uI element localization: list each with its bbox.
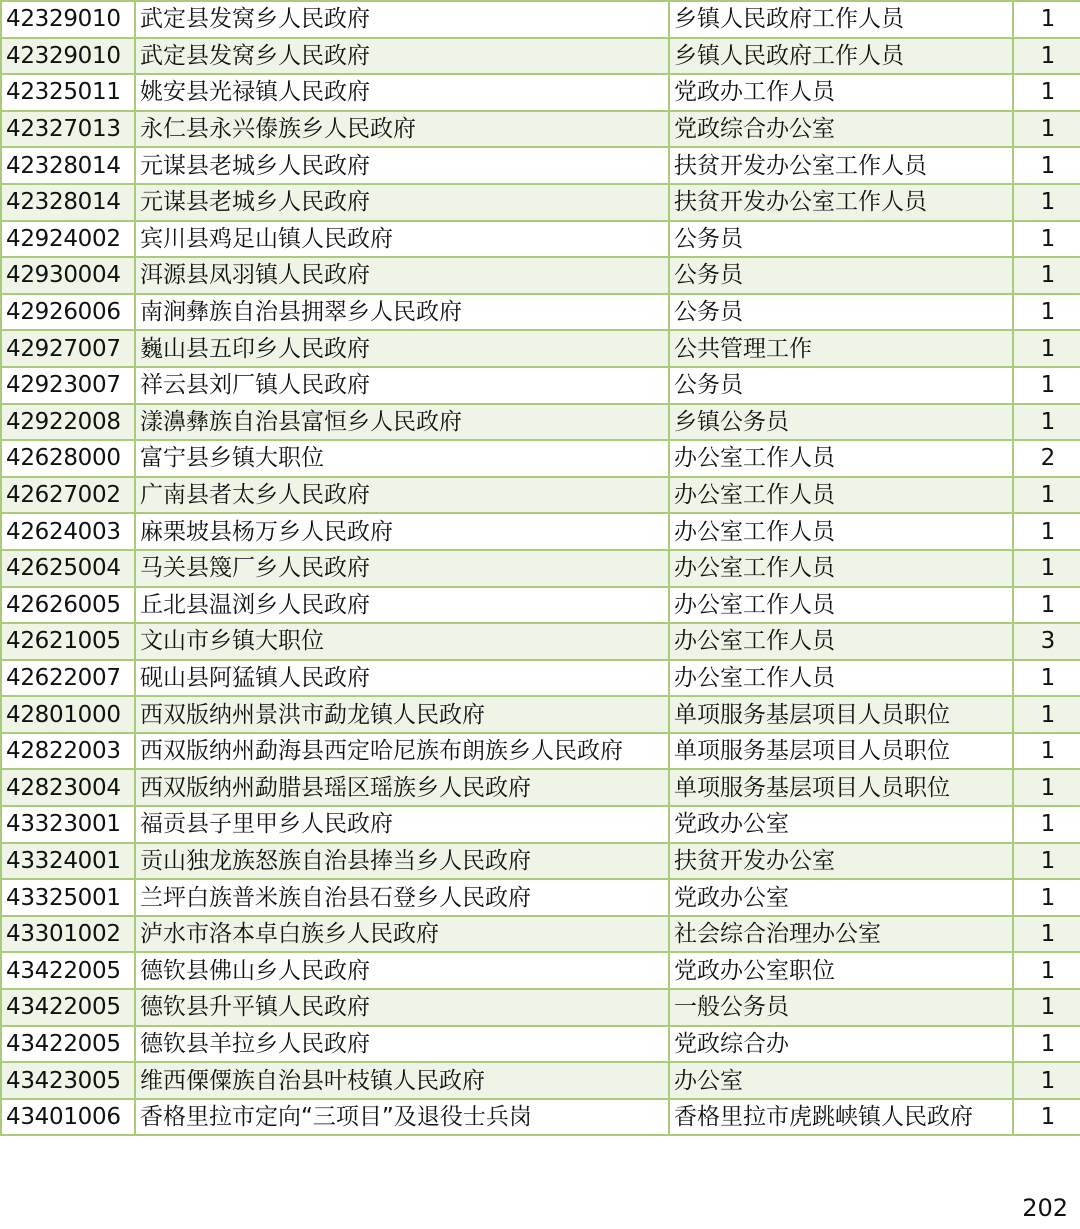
hire-count-cell: 1 bbox=[1013, 879, 1080, 916]
hire-count-cell: 1 bbox=[1013, 1099, 1080, 1136]
position-code-cell: 42621005 bbox=[1, 623, 135, 660]
position-name-cell: 香格里拉市虎跳峡镇人民政府 bbox=[669, 1099, 1013, 1136]
position-code-cell: 42823004 bbox=[1, 769, 135, 806]
unit-name-cell: 南涧彝族自治县拥翠乡人民政府 bbox=[135, 294, 669, 331]
unit-name-cell: 德钦县升平镇人民政府 bbox=[135, 989, 669, 1026]
position-name-cell: 办公室工作人员 bbox=[669, 477, 1013, 514]
table-row bbox=[1, 367, 1080, 404]
table-row bbox=[1, 733, 1080, 770]
hire-count-cell: 1 bbox=[1013, 74, 1080, 111]
hire-count-cell: 1 bbox=[1013, 587, 1080, 624]
table-row bbox=[1, 1062, 1080, 1099]
position-code-cell: 43422005 bbox=[1, 989, 135, 1026]
hire-count-cell: 1 bbox=[1013, 404, 1080, 441]
unit-name-cell: 福贡县子里甲乡人民政府 bbox=[135, 806, 669, 843]
unit-name-cell: 漾濞彝族自治县富恒乡人民政府 bbox=[135, 404, 669, 441]
table-row bbox=[1, 440, 1080, 477]
table-row bbox=[1, 184, 1080, 221]
position-name-cell: 党政办工作人员 bbox=[669, 74, 1013, 111]
position-name-cell: 乡镇公务员 bbox=[669, 404, 1013, 441]
table-row bbox=[1, 147, 1080, 184]
positions-table-body bbox=[1, 1, 1080, 1135]
position-name-cell: 单项服务基层项目人员职位 bbox=[669, 696, 1013, 733]
page-number: 202 bbox=[1022, 1194, 1068, 1222]
unit-name-cell: 武定县发窝乡人民政府 bbox=[135, 38, 669, 75]
position-name-cell: 乡镇人民政府工作人员 bbox=[669, 1, 1013, 38]
position-code-cell: 42625004 bbox=[1, 550, 135, 587]
position-code-cell: 42328014 bbox=[1, 184, 135, 221]
hire-count-cell: 1 bbox=[1013, 806, 1080, 843]
hire-count-cell: 1 bbox=[1013, 221, 1080, 258]
position-name-cell: 公务员 bbox=[669, 367, 1013, 404]
position-code-cell: 43301002 bbox=[1, 916, 135, 953]
table-row bbox=[1, 74, 1080, 111]
position-code-cell: 42922008 bbox=[1, 404, 135, 441]
position-code-cell: 42325011 bbox=[1, 74, 135, 111]
position-code-cell: 43423005 bbox=[1, 1062, 135, 1099]
position-name-cell: 乡镇人民政府工作人员 bbox=[669, 38, 1013, 75]
position-code-cell: 42328014 bbox=[1, 147, 135, 184]
table-row bbox=[1, 806, 1080, 843]
hire-count-cell: 1 bbox=[1013, 550, 1080, 587]
table-row bbox=[1, 879, 1080, 916]
table-row bbox=[1, 989, 1080, 1026]
table-row bbox=[1, 843, 1080, 880]
unit-name-cell: 贡山独龙族怒族自治县捧当乡人民政府 bbox=[135, 843, 669, 880]
table-row bbox=[1, 1026, 1080, 1063]
table-row bbox=[1, 916, 1080, 953]
table-row bbox=[1, 513, 1080, 550]
table-row bbox=[1, 696, 1080, 733]
unit-name-cell: 德钦县羊拉乡人民政府 bbox=[135, 1026, 669, 1063]
position-code-cell: 43422005 bbox=[1, 952, 135, 989]
hire-count-cell: 1 bbox=[1013, 294, 1080, 331]
position-name-cell: 党政办公室 bbox=[669, 879, 1013, 916]
position-name-cell: 扶贫开发办公室工作人员 bbox=[669, 184, 1013, 221]
position-code-cell: 42622007 bbox=[1, 660, 135, 697]
position-name-cell: 公共管理工作 bbox=[669, 330, 1013, 367]
position-code-cell: 43324001 bbox=[1, 843, 135, 880]
unit-name-cell: 宾川县鸡足山镇人民政府 bbox=[135, 221, 669, 258]
hire-count-cell: 1 bbox=[1013, 477, 1080, 514]
position-name-cell: 党政办公室职位 bbox=[669, 952, 1013, 989]
position-code-cell: 42926006 bbox=[1, 294, 135, 331]
hire-count-cell: 1 bbox=[1013, 367, 1080, 404]
hire-count-cell: 1 bbox=[1013, 38, 1080, 75]
unit-name-cell: 砚山县阿猛镇人民政府 bbox=[135, 660, 669, 697]
position-name-cell: 单项服务基层项目人员职位 bbox=[669, 769, 1013, 806]
unit-name-cell: 德钦县佛山乡人民政府 bbox=[135, 952, 669, 989]
position-name-cell: 办公室工作人员 bbox=[669, 623, 1013, 660]
position-code-cell: 42822003 bbox=[1, 733, 135, 770]
position-name-cell: 办公室工作人员 bbox=[669, 550, 1013, 587]
hire-count-cell: 1 bbox=[1013, 184, 1080, 221]
position-code-cell: 42626005 bbox=[1, 587, 135, 624]
position-code-cell: 42627002 bbox=[1, 477, 135, 514]
table-row bbox=[1, 952, 1080, 989]
position-name-cell: 党政综合办 bbox=[669, 1026, 1013, 1063]
unit-name-cell: 元谋县老城乡人民政府 bbox=[135, 147, 669, 184]
unit-name-cell: 广南县者太乡人民政府 bbox=[135, 477, 669, 514]
position-name-cell: 一般公务员 bbox=[669, 989, 1013, 1026]
hire-count-cell: 3 bbox=[1013, 623, 1080, 660]
position-name-cell: 党政综合办公室 bbox=[669, 111, 1013, 148]
position-code-cell: 42923007 bbox=[1, 367, 135, 404]
unit-name-cell: 姚安县光禄镇人民政府 bbox=[135, 74, 669, 111]
position-name-cell: 单项服务基层项目人员职位 bbox=[669, 733, 1013, 770]
position-code-cell: 42930004 bbox=[1, 257, 135, 294]
hire-count-cell: 1 bbox=[1013, 733, 1080, 770]
table-row bbox=[1, 623, 1080, 660]
position-name-cell: 公务员 bbox=[669, 294, 1013, 331]
position-code-cell: 42801000 bbox=[1, 696, 135, 733]
hire-count-cell: 1 bbox=[1013, 257, 1080, 294]
table-row bbox=[1, 111, 1080, 148]
hire-count-cell: 2 bbox=[1013, 440, 1080, 477]
table-row bbox=[1, 477, 1080, 514]
position-code-cell: 42327013 bbox=[1, 111, 135, 148]
table-row bbox=[1, 550, 1080, 587]
table-row bbox=[1, 660, 1080, 697]
unit-name-cell: 永仁县永兴傣族乡人民政府 bbox=[135, 111, 669, 148]
position-name-cell: 办公室 bbox=[669, 1062, 1013, 1099]
hire-count-cell: 1 bbox=[1013, 1026, 1080, 1063]
position-code-cell: 42924002 bbox=[1, 221, 135, 258]
hire-count-cell: 1 bbox=[1013, 952, 1080, 989]
hire-count-cell: 1 bbox=[1013, 660, 1080, 697]
hire-count-cell: 1 bbox=[1013, 147, 1080, 184]
unit-name-cell: 西双版纳州勐腊县瑶区瑶族乡人民政府 bbox=[135, 769, 669, 806]
unit-name-cell: 巍山县五印乡人民政府 bbox=[135, 330, 669, 367]
position-code-cell: 42628000 bbox=[1, 440, 135, 477]
unit-name-cell: 文山市乡镇大职位 bbox=[135, 623, 669, 660]
position-code-cell: 43325001 bbox=[1, 879, 135, 916]
unit-name-cell: 维西傈僳族自治县叶枝镇人民政府 bbox=[135, 1062, 669, 1099]
position-code-cell: 43401006 bbox=[1, 1099, 135, 1136]
unit-name-cell: 麻栗坡县杨万乡人民政府 bbox=[135, 513, 669, 550]
hire-count-cell: 1 bbox=[1013, 989, 1080, 1026]
position-name-cell: 办公室工作人员 bbox=[669, 440, 1013, 477]
position-name-cell: 党政办公室 bbox=[669, 806, 1013, 843]
table-row bbox=[1, 294, 1080, 331]
position-code-cell: 42329010 bbox=[1, 1, 135, 38]
table-row bbox=[1, 257, 1080, 294]
unit-name-cell: 香格里拉市定向“三项目”及退役士兵岗 bbox=[135, 1099, 669, 1136]
table-row bbox=[1, 404, 1080, 441]
position-name-cell: 办公室工作人员 bbox=[669, 587, 1013, 624]
position-name-cell: 公务员 bbox=[669, 257, 1013, 294]
position-name-cell: 扶贫开发办公室工作人员 bbox=[669, 147, 1013, 184]
unit-name-cell: 西双版纳州景洪市勐龙镇人民政府 bbox=[135, 696, 669, 733]
table-row bbox=[1, 330, 1080, 367]
table-row bbox=[1, 38, 1080, 75]
hire-count-cell: 1 bbox=[1013, 916, 1080, 953]
hire-count-cell: 1 bbox=[1013, 1, 1080, 38]
unit-name-cell: 马关县篾厂乡人民政府 bbox=[135, 550, 669, 587]
position-code-cell: 42329010 bbox=[1, 38, 135, 75]
position-code-cell: 42927007 bbox=[1, 330, 135, 367]
unit-name-cell: 武定县发窝乡人民政府 bbox=[135, 1, 669, 38]
position-name-cell: 社会综合治理办公室 bbox=[669, 916, 1013, 953]
table-row bbox=[1, 769, 1080, 806]
unit-name-cell: 洱源县凤羽镇人民政府 bbox=[135, 257, 669, 294]
unit-name-cell: 祥云县刘厂镇人民政府 bbox=[135, 367, 669, 404]
position-name-cell: 扶贫开发办公室 bbox=[669, 843, 1013, 880]
position-code-cell: 43323001 bbox=[1, 806, 135, 843]
table-row bbox=[1, 587, 1080, 624]
table-row bbox=[1, 1, 1080, 38]
position-name-cell: 办公室工作人员 bbox=[669, 660, 1013, 697]
hire-count-cell: 1 bbox=[1013, 843, 1080, 880]
hire-count-cell: 1 bbox=[1013, 513, 1080, 550]
unit-name-cell: 元谋县老城乡人民政府 bbox=[135, 184, 669, 221]
position-name-cell: 办公室工作人员 bbox=[669, 513, 1013, 550]
table-row bbox=[1, 221, 1080, 258]
position-code-cell: 43422005 bbox=[1, 1026, 135, 1063]
hire-count-cell: 1 bbox=[1013, 769, 1080, 806]
hire-count-cell: 1 bbox=[1013, 1062, 1080, 1099]
hire-count-cell: 1 bbox=[1013, 330, 1080, 367]
unit-name-cell: 丘北县温浏乡人民政府 bbox=[135, 587, 669, 624]
unit-name-cell: 西双版纳州勐海县西定哈尼族布朗族乡人民政府 bbox=[135, 733, 669, 770]
position-name-cell: 公务员 bbox=[669, 221, 1013, 258]
table-row bbox=[1, 1099, 1080, 1136]
hire-count-cell: 1 bbox=[1013, 696, 1080, 733]
unit-name-cell: 富宁县乡镇大职位 bbox=[135, 440, 669, 477]
unit-name-cell: 兰坪白族普米族自治县石登乡人民政府 bbox=[135, 879, 669, 916]
position-code-cell: 42624003 bbox=[1, 513, 135, 550]
unit-name-cell: 泸水市洛本卓白族乡人民政府 bbox=[135, 916, 669, 953]
hire-count-cell: 1 bbox=[1013, 111, 1080, 148]
